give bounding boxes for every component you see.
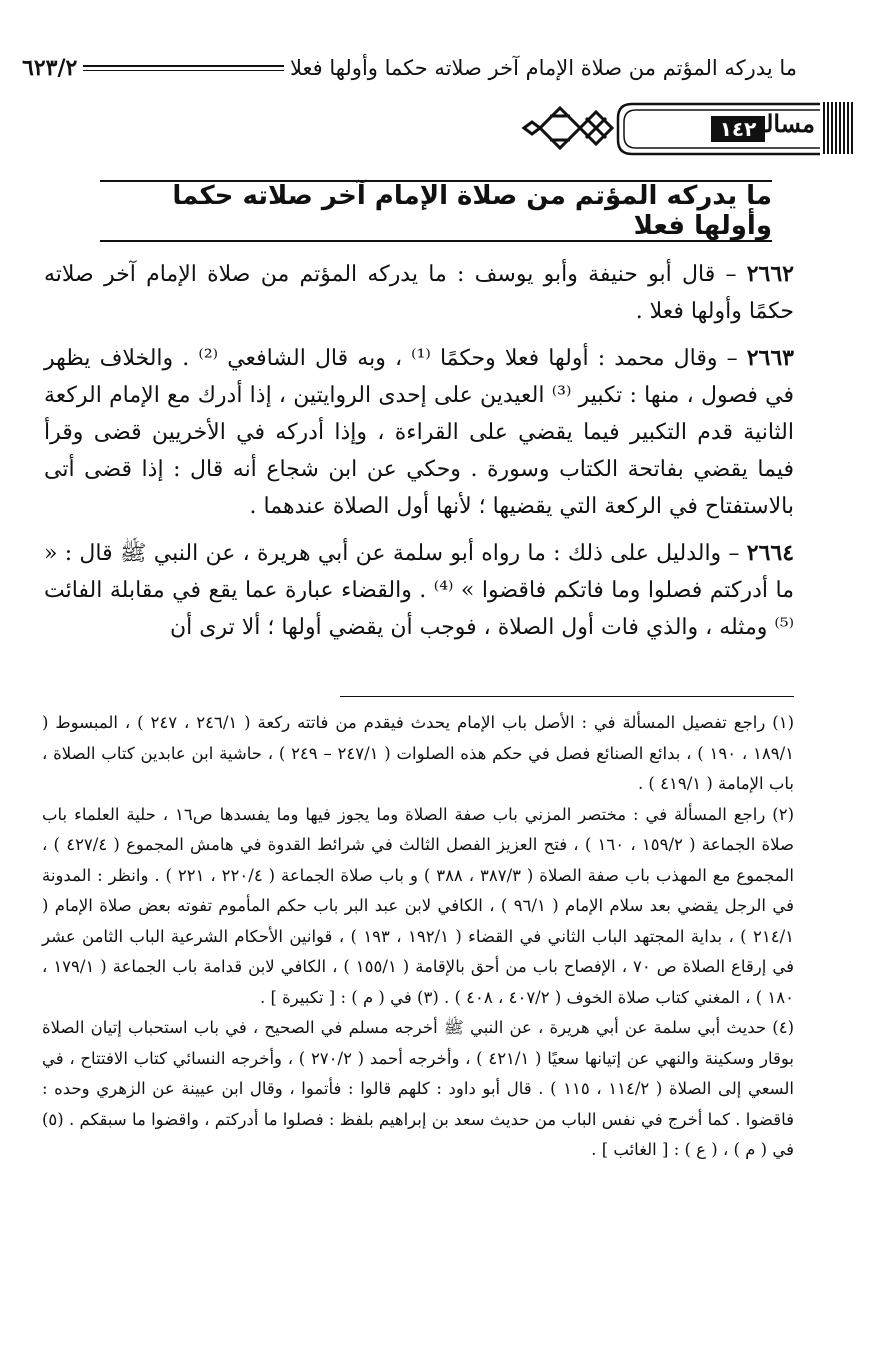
paragraph-number: ٢٦٦٤ (746, 540, 795, 566)
footnote-divider (340, 696, 794, 697)
footnote: (٢) راجع المسألة في : مختصر المزني باب صفة الصلاة وما يجوز فيها وما يفسدها ص١٦ ، حلية العلماء باب صلاة الجماعة ( ١٥٩/٢ ، ١٦٠ ) ، فتح العزيز الفصل الثالث في شرائط القدوة في هامش المجموع ( ٤٢٧/٤ ) ، المجموع مع المهذب باب صفة الصلاة ( ٣٨٧/٣ ، ٣٨٨ ) و باب صلاة الجماعة ( ٢٢٠/٤ ، ٢٢١ ) . وانظر : المدونة في الرجل يقضي بعد سلام الإمام ( ٩٦/١ ) ، الكافي لابن عبد البر باب حكم المأموم تفوته بعض صلاة الإمام ( ٢١٤/١ ) ، بداية المجتهد الباب الثاني في القضاء ( ١٩٢/١ ، ١٩٣ ) ، قوانين الأحكام الشرعية الباب الثامن عشر في إرقاع الصلاة ص ٧٠ ، الإفصاح باب من أحق بالإقامة ( ١٥٥/١ ) ، الكافي لابن قدامة باب الجماعة ( ١٧٩/١ ، ١٨٠ ) ، المغني كتاب صلاة الخوف ( ٤٠٧/٢ ، ٤٠٨ ) . (٣) في ( م ) : [ تكبيرة ] . (42, 804, 794, 1007)
masala-label: مسالة (753, 109, 815, 138)
paragraph-number: ٢٦٦٣ (746, 345, 794, 371)
header-rule (83, 65, 284, 71)
paragraph-text: – والدليل على ذلك : ما رواه أبو سلمة عن أبي هريرة ، عن النبي ﷺ قال : « ما أدركتم فصلوا وما فاتكم فاقضوا » ⁽⁴⁾ . والقضاء عبارة عما يقع في مقابلة الفائت ⁽⁵⁾ ومثله ، والذي فات أول الصلاة ، فوجب أن يقضي أولها ؛ ألا ترى أن (44, 541, 794, 640)
running-header (22, 48, 797, 88)
footnote: (٤) حديث أبي سلمة عن أبي هريرة ، عن النبي ﷺ أخرجه مسلم في الصحيح ، في باب استحباب إتيان الصلاة بوقار وسكينة والنهي عن إتيانها سعيًا ( ٤٢١/١ ) ، وأخرجه أحمد ( ٢٧٠/٢ ) ، وأخرجه النسائي كتاب الافتتاح ، في السعي إلى الصلاة ( ١١٤/٢ ، ١١٥ ) . قال أبو داود : كلهم قالوا : فأتموا ، وقال ابن عيينة عن الزهري وحده : فاقضوا . كما أخرج في نفس الباب من حديث سعد بن إبراهيم بلفظ : فصلوا ما أدركتم ، واقضوا ما سبقكم . (٥) في ( م ) ، ( ع ) : [ الغائب ] . (41, 1018, 795, 1159)
paragraph (44, 535, 794, 646)
footnotes (42, 708, 794, 1166)
paragraph (44, 256, 794, 330)
page-number: ٦٢٣/٢ (22, 55, 78, 81)
section-title-box (100, 180, 772, 242)
masala-number: ١٤٢ (711, 116, 765, 142)
paragraph (44, 340, 794, 525)
section-title: ما يدركه المؤتم من صلاة الإمام آخر صلاته حكما وأولها فعلا (172, 181, 772, 241)
paragraph-text: – وقال محمد : أولها فعلا وحكمًا ⁽¹⁾ ، وبه قال الشافعي ⁽²⁾ . والخلاف يظهر في فصول ، منها : تكبير ⁽³⁾ العيدين على إحدى الروايتين ، إذا أدرك مع الإمام الركعة الثانية قدم التكبير فيما يقضي على القراءة ، وإذا أدركه في الأخريين قضى وقرأ فيما يقضي بفاتحة الكتاب وسورة . وحكي عن ابن شجاع أنه قال : إذا قضى أتى بالاستفتاح في الركعة التي يقضيها ؛ لأنها أول الصلاة عندهما . (44, 346, 794, 519)
paragraph-number: ٢٦٦٢ (746, 261, 794, 287)
footnote: (١) راجع تفصيل المسألة في : الأصل باب الإمام يحدث فيقدم من فاتته ركعة ( ٢٤٦/١ ، ٢٤٧ ) ، المبسوط ( ١٨٩/١ ، ١٩٠ ) ، بدائع الصنائع فصل في حكم هذه الصلوات ( ٢٤٧/١ – ٢٤٩ ) ، حاشية ابن عابدين كتاب الصلاة ، باب الإمامة ( ٤١٩/١ ) . (42, 713, 795, 793)
running-title: ما يدركه المؤتم من صلاة الإمام آخر صلاته حكما وأولها فعلا (289, 56, 797, 80)
paragraph-text: – قال أبو حنيفة وأبو يوسف : ما يدركه المؤتم من صلاة الإمام آخر صلاته حكمًا وأولها فعلا . (44, 262, 794, 324)
body-text (44, 256, 794, 656)
